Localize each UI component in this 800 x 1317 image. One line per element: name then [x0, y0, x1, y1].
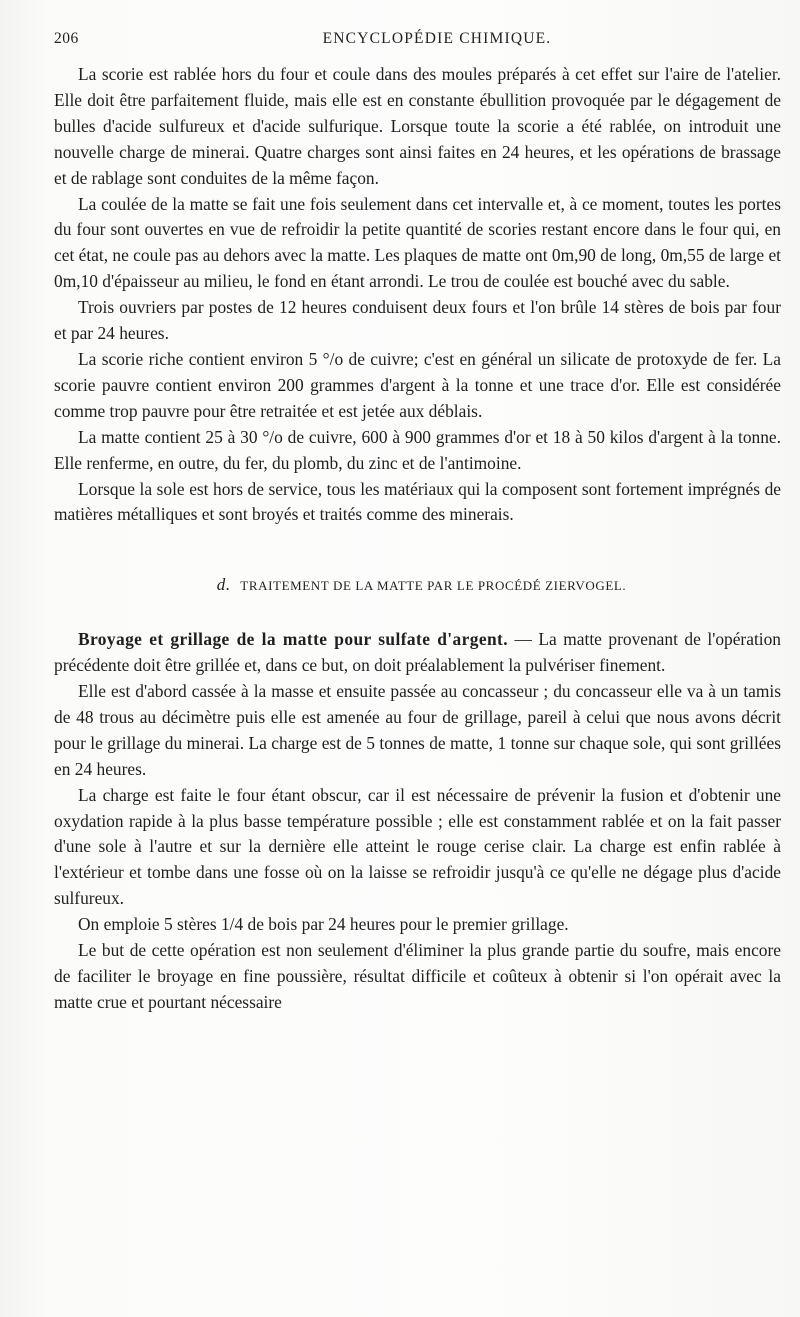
paragraph: Le but de cette opération est non seulement d'éliminer la plus grande partie du soufre, mais encore de faciliter le broyage en fine poussière, résultat difficile et coûteux à obtenir si l'on opérait avec la matte crue et pourtant nécessaire: [54, 940, 781, 1012]
section-heading: [54, 572, 781, 599]
running-title: ENCYCLOPÉDIE CHIMIQUE.: [322, 30, 552, 47]
running-header: [54, 30, 780, 54]
paragraph: On emploie 5 stères 1/4 de bois par 24 heures pour le premier grillage.: [78, 914, 569, 935]
page-number: 206: [54, 30, 79, 47]
paragraph: La scorie riche contient environ 5 °/o de cuivre; c'est en général un silicate de protoxyde de fer. La scorie pauvre contient environ 200 grammes d'argent à la tonne et une trace d'or. Elle est considérée comme trop pauvre pour être retraitée et est jetée aux déblais.: [54, 348, 781, 421]
subsection-lead: — La matte provenant de l'opération précédente doit être grillée et, dans ce but, on doit préalablement la pulvériser finement.: [54, 629, 781, 676]
section-title: TRAITEMENT DE LA MATTE PAR LE PROCÉDÉ ZIERVOGEL.: [240, 578, 627, 594]
subsection-paragraph: [54, 627, 781, 679]
section-letter: d.: [216, 575, 231, 595]
subsection-title: Broyage et grillage de la matte pour sulfate d'argent.: [78, 629, 508, 650]
paragraph: Lorsque la sole est hors de service, tous les matériaux qui la composent sont fortement imprégnés de matières métalliques et sont broyés et traités comme des minerais.: [54, 478, 781, 525]
paragraph: La scorie est rablée hors du four et coule dans des moules préparés à cet effet sur l'aire de l'atelier. Elle doit être parfaitement fluide, mais elle est en constante ébullition provoquée par le dégagement de bulles d'acide sulfureux et d'acide sulfurique. Lorsque toute la scorie a été rablée, on introduit une nouvelle charge de minerai. Quatre charges sont ainsi faites en 24 heures, et les opérations de brassage et de rablage sont conduites de la même façon.: [54, 64, 781, 188]
paragraph: La charge est faite le four étant obscur, car il est nécessaire de prévenir la fusion et d'obtenir une oxydation rapide à la plus basse température possible ; elle est constamment rablée et on la fait passer d'une sole à l'autre et sur la dernière elle atteint le rouge cerise clair. La charge est enfin rablée à l'extérieur et tombe dans une fosse où on la laisse se refroidir jusqu'à ce qu'elle ne dégage plus d'acide sulfureux.: [54, 784, 781, 909]
paragraph: Trois ouvriers par postes de 12 heures conduisent deux fours et l'on brûle 14 stères de bois par four et par 24 heures.: [54, 297, 781, 344]
paragraph: Elle est d'abord cassée à la masse et ensuite passée au concasseur ; du concasseur elle va à un tamis de 48 trous au décimètre puis elle est amenée au four de grillage, pareil à celui que nous avons décrit pour le grillage du minerai. La charge est de 5 tonnes de matte, 1 tonne sur chaque sole, qui sont grillées en 24 heures.: [54, 681, 781, 779]
body-text: [54, 62, 781, 1016]
paragraph: La coulée de la matte se fait une fois seulement dans cet intervalle et, à ce moment, toutes les portes du four sont ouvertes en vue de refroidir la petite quantité de scories restant encore dans le four qui, en cet état, ne coule pas au dehors avec la matte. Les plaques de matte ont 0m,90 de long, 0m,55 de large et 0m,10 d'épaisseur au milieu, le fond en étant arrondi. Le trou de coulée est bouché avec du sable.: [54, 193, 781, 292]
paragraph: La matte contient 25 à 30 °/o de cuivre, 600 à 900 grammes d'or et 18 à 50 kilos d'argent à la tonne. Elle renferme, en outre, du fer, du plomb, du zinc et de l'antimoine.: [54, 426, 781, 473]
